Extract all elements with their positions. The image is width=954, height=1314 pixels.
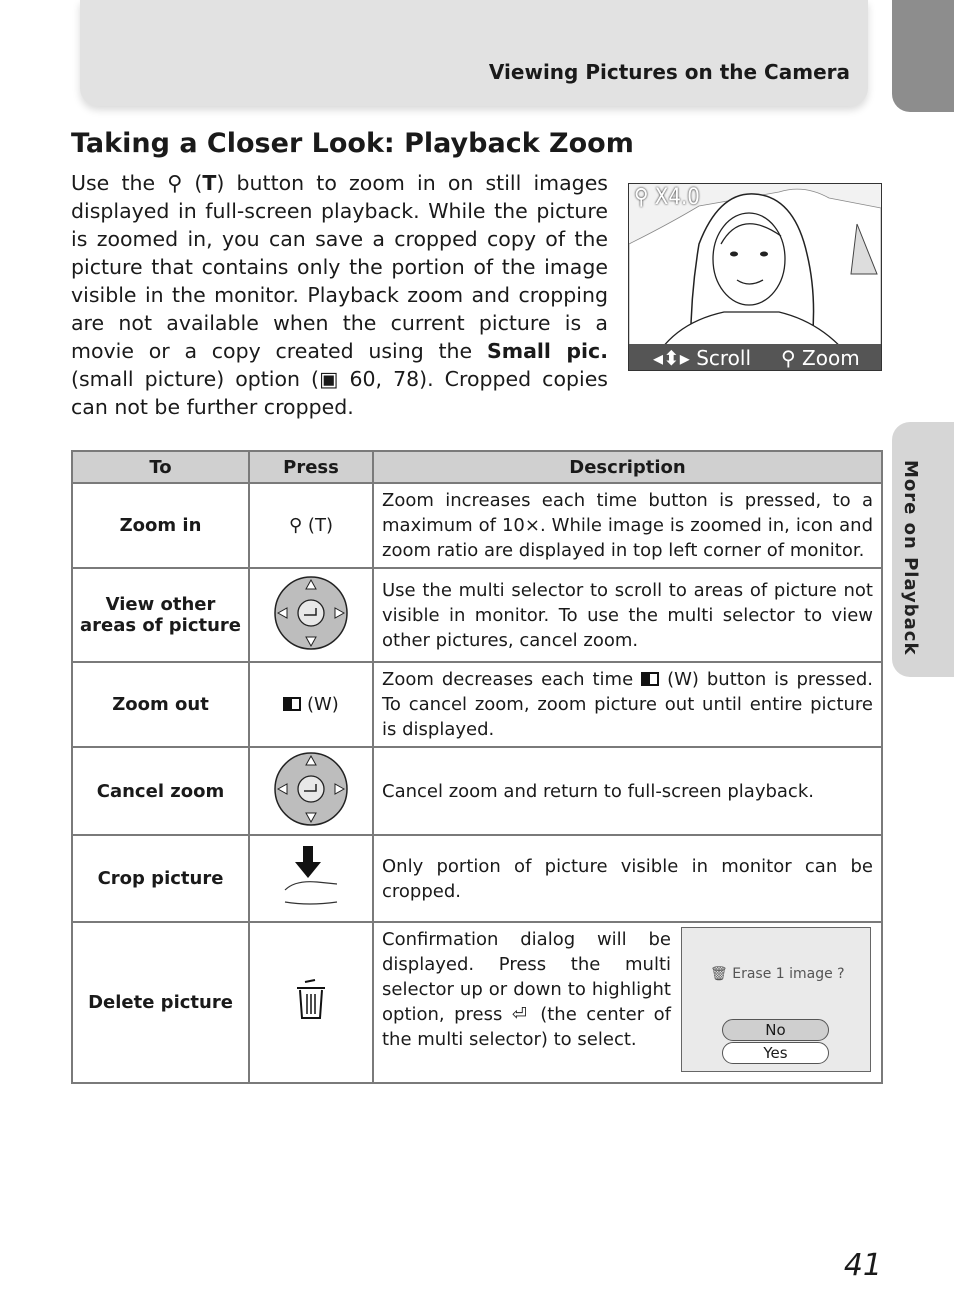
intro-text-1: Use the — [71, 171, 156, 195]
col-press: Press — [249, 451, 373, 483]
header-tab — [80, 0, 868, 106]
page-ref-icon: ▣ — [319, 367, 339, 391]
monitor-bottom-bar — [629, 344, 881, 370]
erase-question: 🗑 Erase 1 image ? — [710, 966, 845, 982]
intro-paragraph — [71, 169, 608, 421]
corner-tab — [892, 0, 954, 112]
multi-selector-icon — [273, 751, 349, 827]
row-press — [249, 568, 373, 662]
row-desc: Zoom decreases each time (W) button is pressed. To cancel zoom, zoom picture out until entire picture is displayed. — [373, 662, 882, 747]
row-desc: 🗑 Erase 1 image ? No Yes Confirmation dialog will be displayed. Press the multi selector up or down to highlight option, press ⏎ (the center of the multi selector) to select. — [373, 922, 882, 1083]
row-to: Zoom in — [72, 483, 249, 568]
multi-selector-icon — [273, 575, 349, 651]
row-press — [249, 747, 373, 835]
shutter-press-icon — [281, 844, 341, 908]
table-row — [72, 662, 882, 747]
intro-bold-smallpic: Small pic. — [486, 339, 608, 363]
thumbnail-icon — [641, 672, 659, 686]
zoom-hint: ⚲ Zoom — [781, 346, 860, 370]
table-row — [72, 747, 882, 835]
portrait-illustration — [629, 184, 881, 370]
row-to: Cancel zoom — [72, 747, 249, 835]
section-title: Taking a Closer Look: Playback Zoom — [71, 128, 634, 159]
monitor-top-bar — [629, 184, 881, 210]
intro-text-2: ( — [194, 171, 203, 195]
intro-text-4: (small picture) option ( — [71, 367, 320, 391]
col-to: To — [72, 451, 249, 483]
thumbnail-icon — [283, 697, 301, 711]
intro-text-3: ) button to zoom in on still images displayed in full-screen playback. While the picture is zoomed in, you can save a cropped copy of the picture that contains only the portion of the image visible in the monitor. Playback zoom and cropping are not available when the current picture is a movie or a copy created using the — [71, 171, 608, 363]
row-press — [249, 835, 373, 922]
header-title: Viewing Pictures on the Camera — [488, 60, 850, 84]
table-row — [72, 568, 882, 662]
zoom-in-icon: ⚲ — [289, 515, 308, 536]
intro-bold-t: T — [202, 171, 217, 195]
row-to: Crop picture — [72, 835, 249, 922]
zoom-ratio: ⚲ X4.0 — [634, 185, 700, 210]
row-to: Delete picture — [72, 922, 249, 1083]
intro-text-5: 60, 78). Cropped copies can not be further cropped. — [71, 367, 608, 419]
row-to: View other areas of picture — [72, 568, 249, 662]
scroll-hint: ◂⬍▸ Scroll — [653, 346, 752, 370]
controls-table — [71, 450, 883, 1084]
row-desc: Zoom increases each time button is pressed, to a maximum of 10×. While image is zoomed in, icon and zoom ratio are displayed in top left corner of monitor. — [373, 483, 882, 568]
page-number: 41 — [843, 1248, 882, 1283]
row-press: (W) — [249, 662, 373, 747]
yes-button[interactable]: Yes — [722, 1042, 829, 1064]
row-desc: Cancel zoom and return to full-screen playback. — [373, 747, 882, 835]
side-tab — [892, 422, 954, 677]
row-press: ⚲ (T) — [249, 483, 373, 568]
row-desc: Use the multi selector to scroll to areas of picture not visible in monitor. To use the multi selector to view other pictures, cancel zoom. — [373, 568, 882, 662]
table-row — [72, 483, 882, 568]
side-tab-label: More on Playback — [900, 460, 921, 656]
row-to: Zoom out — [72, 662, 249, 747]
trash-icon — [291, 978, 331, 1022]
zoom-in-icon: ⚲ — [167, 171, 183, 195]
table-row — [72, 835, 882, 922]
row-desc: Only portion of picture visible in monitor can be cropped. — [373, 835, 882, 922]
table-header-row — [72, 451, 882, 483]
table-row — [72, 922, 882, 1083]
no-button[interactable]: No — [722, 1019, 829, 1041]
col-description: Description — [373, 451, 882, 483]
row-press — [249, 922, 373, 1083]
monitor-preview — [628, 183, 882, 371]
erase-dialog — [681, 927, 871, 1072]
